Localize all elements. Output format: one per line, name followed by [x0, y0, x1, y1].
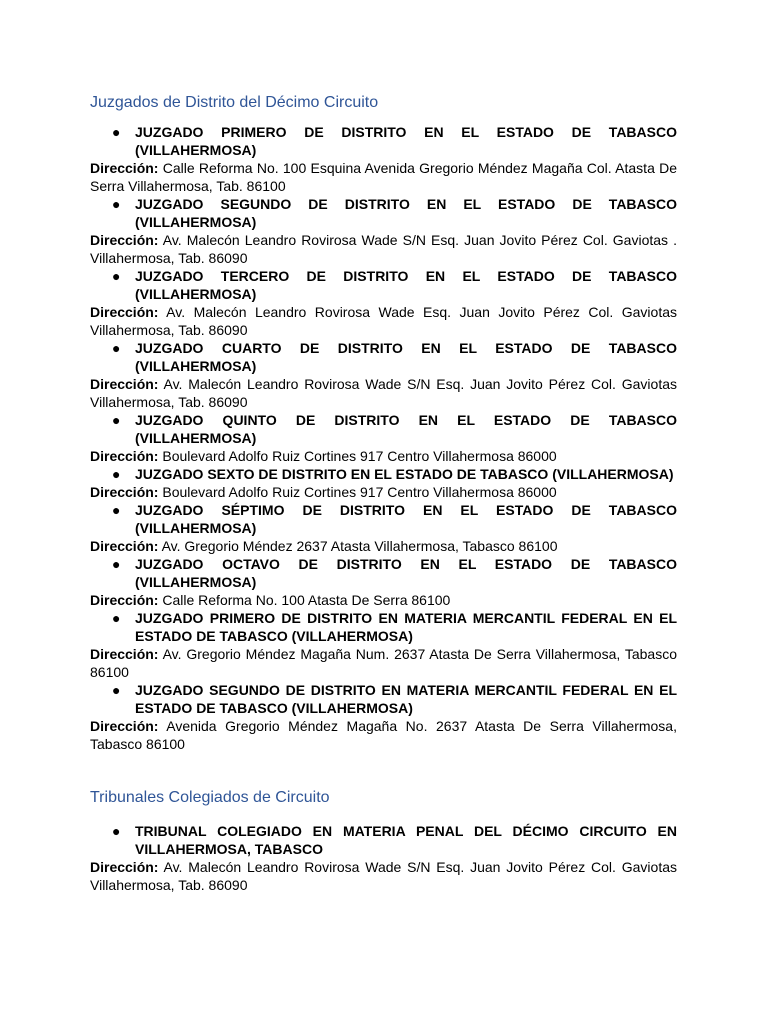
address-label: Dirección:	[90, 646, 159, 662]
court-name: JUZGADO SEXTO DE DISTRITO EN EL ESTADO DE TABASCO (VILLAHERMOSA)	[135, 466, 674, 482]
court-address	[90, 645, 677, 681]
bullet-icon: ●	[112, 340, 121, 356]
court-list-juzgados	[90, 123, 677, 753]
court-entry	[90, 822, 677, 894]
bullet-icon: ●	[112, 502, 121, 518]
address-text: Av. Gregorio Méndez 2637 Atasta Villahermosa, Tabasco 86100	[161, 538, 558, 554]
court-address	[90, 159, 677, 195]
address-label: Dirección:	[90, 376, 159, 392]
address-text: Calle Reforma No. 100 Atasta De Serra 86100	[162, 592, 451, 608]
address-text: Av. Gregorio Méndez Magaña Num. 2637 Atasta De Serra Villahermosa, Tabasco 86100	[90, 646, 678, 680]
bullet-icon: ●	[112, 556, 121, 572]
address-text: Avenida Gregorio Méndez Magaña No. 2637 Atasta De Serra Villahermosa, Tabasco 86100	[90, 718, 677, 752]
court-name: JUZGADO OCTAVO DE DISTRITO EN EL ESTADO DE TABASCO (VILLAHERMOSA)	[135, 556, 677, 590]
court-entry	[90, 267, 677, 339]
court-entry	[90, 411, 677, 465]
court-list-tribunales	[90, 822, 677, 894]
court-entry	[90, 195, 677, 267]
address-label: Dirección:	[90, 484, 159, 500]
court-entry	[90, 681, 677, 753]
address-label: Dirección:	[90, 304, 159, 320]
address-label: Dirección:	[90, 859, 159, 875]
address-text: Av. Malecón Leandro Rovirosa Wade Esq. Juan Jovito Pérez Col. Gaviotas Villahermosa, Tab. 86090	[90, 304, 677, 338]
address-label: Dirección:	[90, 448, 159, 464]
court-entry	[90, 339, 677, 411]
court-address	[90, 447, 677, 465]
bullet-icon: ●	[112, 610, 121, 626]
court-entry	[90, 501, 677, 555]
address-label: Dirección:	[90, 160, 159, 176]
court-name: JUZGADO SEGUNDO DE DISTRITO EN EL ESTADO DE TABASCO (VILLAHERMOSA)	[135, 196, 677, 230]
court-address	[90, 591, 677, 609]
address-label: Dirección:	[90, 718, 159, 734]
court-name: JUZGADO SÉPTIMO DE DISTRITO EN EL ESTADO DE TABASCO (VILLAHERMOSA)	[135, 502, 677, 536]
bullet-icon: ●	[112, 823, 121, 839]
address-label: Dirección:	[90, 592, 159, 608]
address-label: Dirección:	[90, 538, 159, 554]
court-name: TRIBUNAL COLEGIADO EN MATERIA PENAL DEL DÉCIMO CIRCUITO EN VILLAHERMOSA, TABASCO	[135, 823, 677, 857]
court-name: JUZGADO PRIMERO DE DISTRITO EN EL ESTADO DE TABASCO (VILLAHERMOSA)	[135, 124, 677, 158]
court-entry	[90, 123, 677, 195]
court-name: JUZGADO CUARTO DE DISTRITO EN EL ESTADO DE TABASCO (VILLAHERMOSA)	[135, 340, 677, 374]
court-address	[90, 303, 677, 339]
court-entry	[90, 555, 677, 609]
court-address	[90, 537, 677, 555]
address-text: Boulevard Adolfo Ruiz Cortines 917 Centro Villahermosa 86000	[162, 484, 557, 500]
bullet-icon: ●	[112, 196, 121, 212]
document-page	[90, 0, 677, 894]
court-entry	[90, 609, 677, 681]
bullet-icon: ●	[112, 268, 121, 284]
court-address	[90, 858, 677, 894]
section-heading-juzgados: Juzgados de Distrito del Décimo Circuito	[90, 94, 379, 111]
bullet-icon: ●	[112, 124, 121, 140]
court-name: JUZGADO TERCERO DE DISTRITO EN EL ESTADO DE TABASCO (VILLAHERMOSA)	[135, 268, 677, 302]
bullet-icon: ●	[112, 412, 121, 428]
bullet-icon: ●	[112, 682, 121, 698]
court-name: JUZGADO QUINTO DE DISTRITO EN EL ESTADO DE TABASCO (VILLAHERMOSA)	[135, 412, 677, 446]
bullet-icon: ●	[112, 466, 121, 482]
address-text: Calle Reforma No. 100 Esquina Avenida Gregorio Méndez Magaña Col. Atasta De Serra Villahermosa, Tab. 86100	[90, 160, 677, 194]
court-address	[90, 231, 677, 267]
address-text: Boulevard Adolfo Ruiz Cortines 917 Centro Villahermosa 86000	[162, 448, 557, 464]
court-entry	[90, 465, 677, 501]
court-address	[90, 483, 677, 501]
address-text: Av. Malecón Leandro Rovirosa Wade S/N Esq. Juan Jovito Pérez Col. Gaviotas Villahermosa, Tab. 86090	[90, 859, 677, 893]
address-text: Av. Malecón Leandro Rovirosa Wade S/N Esq. Juan Jovito Pérez Col. Gaviotas . Villahermosa, Tab. 86090	[90, 232, 677, 266]
section-heading-tribunales: Tribunales Colegiados de Circuito	[90, 789, 330, 806]
court-name: JUZGADO SEGUNDO DE DISTRITO EN MATERIA MERCANTIL FEDERAL EN EL ESTADO DE TABASCO (VILLAHERMOSA)	[135, 682, 677, 716]
address-label: Dirección:	[90, 232, 159, 248]
court-address	[90, 375, 677, 411]
court-name: JUZGADO PRIMERO DE DISTRITO EN MATERIA MERCANTIL FEDERAL EN EL ESTADO DE TABASCO (VILLAHERMOSA)	[135, 610, 677, 644]
address-text: Av. Malecón Leandro Rovirosa Wade S/N Esq. Juan Jovito Pérez Col. Gaviotas Villahermosa, Tab. 86090	[90, 376, 677, 410]
court-address	[90, 717, 677, 753]
